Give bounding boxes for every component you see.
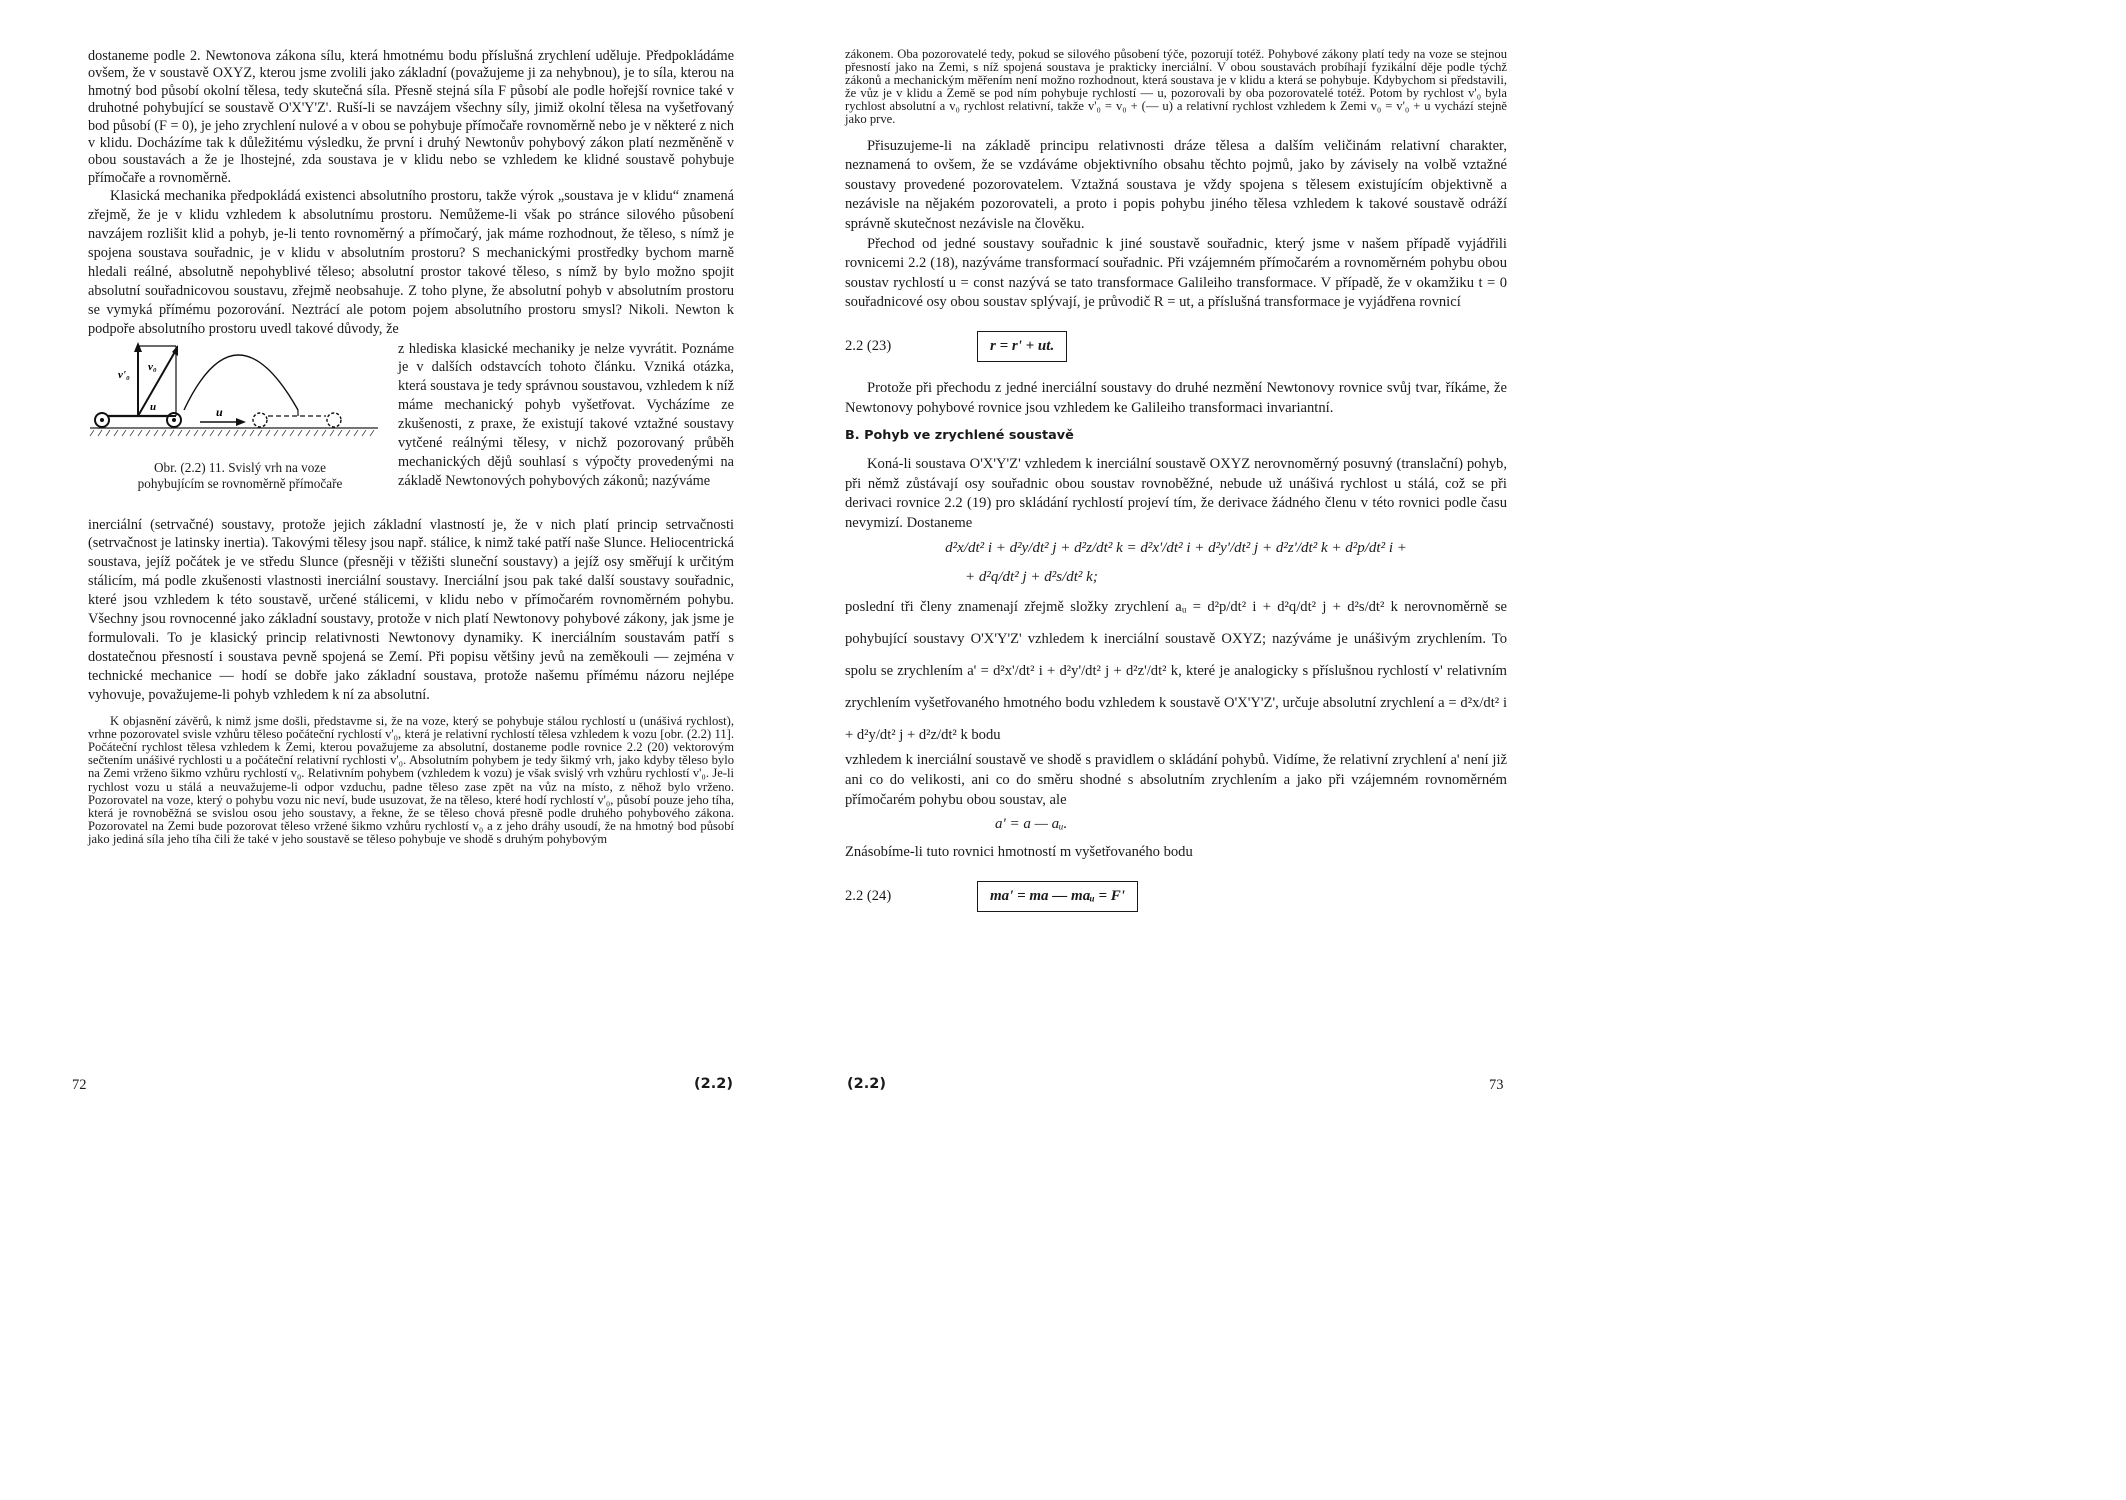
right-paragraph-accelerated-system: Koná-li soustava O'X'Y'Z' vzhledem k inerciální soustavě OXYZ nerovnoměrný posuvný (translační) pohyb, při němž zůstávají osy souřadnic obou soustav rovnoběžné, nebude už unášivá rychlost u stálá, což se při derivaci rovnice 2.2 (19) pro skládání rychlostí projeví tím, že derivace žádného členu v této rovnici podle času nevymizí. Dostaneme	[845, 456, 1507, 531]
figure-caption	[90, 460, 390, 492]
right-section-mark: (2.2)	[847, 1076, 886, 1092]
equation-a-prime: a' = a — aᵤ.	[995, 816, 1068, 833]
label-v0: v₀	[148, 360, 157, 373]
equation-box-24: ma' = ma — maᵤ = F'	[977, 881, 1138, 912]
right-page	[845, 47, 1507, 1093]
label-u-arrow: u	[216, 404, 223, 419]
figure-drawing	[88, 340, 388, 460]
figure-caption-line-2: pohybujícím se rovnoměrně přímočaře	[137, 475, 343, 491]
figure-side-text: z hlediska klasické mechaniky je nelze vyvrátit. Poznáme je v dalších odstavcích tohoto článku. Vzniká otázka, která soustava je tedy správnou soustavou, vzhledem k níž máme mechanický pohyb vyšetřovat. Vycházíme ze zkušenosti, z praxe, že existují takové vztažné soustavy vytčené reálnými tělesy, v nichž pozorovaný průběh mechanických dějů souhlasí s výpočty provedenými na základě Newtonových pohybových zákonů; nazýváme	[398, 340, 734, 489]
right-paragraph-invariance: Protože při přechodu z jedné inerciální soustavy do druhé nezmění Newtonovy rovnice svůj tvar, říkáme, že Newtonovy pohybové rovnice jsou vzhledem ke Galileiho transformaci invariantní.	[845, 379, 1507, 416]
right-paragraph-transformation: Přechod od jedné soustavy souřadnic k jiné soustavě souřadnic, který jsme v našem případě vyjádřili rovnicemi 2.2 (18), nazýváme transformací souřadnic. Při vzájemném přímočarém a rovnoměrném pohybu obou soustav rychlostí u = const nazývá se tato transformace Galileiho transformace. V případě, že v okamžiku t = 0 souřadnicové osy obou soustav splývají, je průvodič R = ut, a příslušná transformace je vyjádřena rovnicí	[845, 235, 1507, 311]
math-line-2: + d²q/dt² j + d²s/dt² k;	[965, 569, 1098, 586]
figure-vertical-throw	[88, 340, 388, 516]
figure-caption-line-1: Obr. (2.2) 11. Svislý vrh na voze	[153, 459, 327, 475]
right-page-number: 73	[1489, 1077, 1504, 1093]
equation-label-23: 2.2 (23)	[845, 338, 892, 355]
left-paragraph-absolute-space: Klasická mechanika předpokládá existenci absolutního prostoru, takže výrok „soustava je v klidu“ znamená zřejmě, že je v klidu vzhledem k absolutnímu prostoru. Nemůžeme-li však po stránce silového působení navzájem rozlišit klid a pohyb, je-li tento rovnoměrný a přímočarý, jak máme rozhodnout, že těleso, s nímž je spojena soustava souřadnic, je v klidu v absolutním prostoru? S mechanickými prostředky bychom marně hledali reálné, absolutně nepohyblivé těleso; absolutní prostor takové těleso, s nímž by bylo možno spojit absolutní souřadnicovou soustavu, zřejmě neobsahuje. Z toho plyne, že absolutní pohyb v absolutním prostoru se vymyká přímému pozorování. Neztrácí ale potom pojem absolutního prostoru smysl? Nikoli. Newton k podpoře absolutního prostoru uvedl takové důvody, že	[88, 188, 734, 337]
right-paragraph-acceleration-components: poslední tři členy znamenají zřejmě složky zrychlení aᵤ = d²p/dt² i + d²q/dt² j + d²s/dt² k nerovnoměrně se pohybující soustavy O'X'Y'Z' vzhledem k inerciální soustavě OXYZ; nazýváme je unášivým zrychlením. To spolu se zrychlením a' = d²x'/dt² i + d²y'/dt² j + d²z'/dt² k, které je analogicky s příslušnou rychlostí v' relativním zrychlením vyšetřovaného hmotného bodu vzhledem k soustavě O'X'Y'Z', určuje absolutní zrychlení a = d²x/dt² i + d²y/dt² j + d²z/dt² k bodu	[845, 599, 1507, 744]
equation-2-2-23	[845, 327, 1507, 367]
left-section-mark: (2.2)	[694, 1076, 733, 1092]
right-paragraph-relative-acceleration: vzhledem k inerciální soustavě ve shodě s pravidlem o skládání pohybů. Vidíme, že relativní zrychlení a' není již ani co do velikosti, ani co do směru shodné s absolutním zrychlením a jako při vzájemném rovnoměrném přímočarém pohybu obou soustav, ale	[845, 752, 1507, 808]
figure-row	[88, 340, 734, 516]
equation-box-23: r = r' + ut.	[977, 331, 1067, 362]
right-paragraph-multiply: Znásobíme-li tuto rovnici hmotností m vyšetřovaného bodu	[845, 844, 1193, 861]
left-paragraph-inertial-systems: inerciální (setrvačné) soustavy, protože jejich základní vlastností je, že v nich platí princip setrvačnosti (setrvačnost je latinsky inertia). Takovými tělesy jsou např. stálice, k nimž také patří naše Slunce. Heliocentrická soustava, jejíž počátek je ve středu Slunce (přesněji v těžišti sluneční soustavy) a jejíž osy směřují k určitým stálicím, má podle zkušenosti vlastnosti inerciální soustavy. Inerciální jsou pak také další soustavy souřadnic, které jsou vzhledem k této soustavě, určené stálicemi, v klidu nebo v přímočarém rovnoměrném pohybu. Všechny jsou rovnocenné jako základní soustavy, protože v nich platí Newtonovy pohybové zákony, jak jsme je formulovali. To je klasický princip relativnosti Newtonovy dynamiky. K inerciálním soustavám patří s dostatečnou přesností i soustava pevně spojená se Zemí. Při popisu většiny jevů na zeměkouli — zejména v technické mechanice — hodí se dobře jako základní soustava, protože našemu přímému názoru nejlépe vyhovuje, považujeme-li pohyb vzhledem k ní za absolutní.	[88, 516, 734, 703]
left-lead-paragraph: dostaneme podle 2. Newtonova zákona sílu, která hmotnému bodu příslušná zrychlení uděluje. Předpokládáme ovšem, že v soustavě OXYZ, kterou jsme zvolili jako základní (považujeme ji za nehybnou), je to síla, kterou na hmotný bod působí okolní tělesa, tedy skutečná síla. Přesně stejná síla F působí ale podle hořejší rovnice také v druhotné pohybující se soustavě O'X'Y'Z'. Ruší-li se navzájem všechny síly, jimiž okolní tělesa na vyšetřovaný bod působí (F = 0), je jeho zrychlení nulové a v obou se pohybuje přímočaře rovnoměrně nebo je v některé z nich v klidu. Docházíme tak k důležitému výsledku, že první i druhý Newtonův pohybový zákon platí nezměněně v obou soustavách a že je lhostejné, zda soustava je v klidu nebo se vzhledem ke klidné soustavě pohybuje přímočaře a rovnoměrně.	[88, 48, 734, 186]
label-u-small: u	[150, 400, 157, 413]
equation-2-2-24	[845, 877, 1507, 917]
math-line-1: d²x/dt² i + d²y/dt² j + d²z/dt² k = d²x'/dt² i + d²y'/dt² j + d²z'/dt² k + d²p/dt² i +	[945, 540, 1407, 557]
right-small-print: zákonem. Oba pozorovatelé tedy, pokud se silového působení týče, pozorují totéž. Pohybové zákony platí tedy na voze se stejnou přesností jako na Zemi, s níž spojená soustava je prakticky inerciální. V obou soustavách probíhají fyzikální děje podle týchž zákonů a mechanickým měřením není možno rozhodnout, která soustava je v klidu a která se pohybuje. Kdybychom si představili, že vůz je v klidu a Země se pod ním pohybuje rychlostí — u, pozorovali by oba pozorovatelé totéž. Potom by rychlost v'₀ byla rychlost absolutní a v₀ rychlost relativní, takže v'₀ = v₀ + (— u) a relativní rychlost vzhledem k Zemi v₀ = v'₀ + u vychází stejně jako prve.	[845, 47, 1507, 127]
section-heading-b: B. Pohyb ve zrychlené soustavě	[845, 428, 1074, 444]
left-page-number: 72	[72, 1077, 87, 1093]
left-page	[72, 48, 734, 1093]
right-paragraph-relativity: Přisuzujeme-li na základě principu relativnosti dráze tělesa a dalším veličinám relativní charakter, neznamená to ovšem, že se vzdáváme objektivního obsahu těchto pojmů, jako by závisely na volbě vztažné soustavy provedené pozorovatelem. Vztažná soustava je vždy spojena s tělesem existujícím objektivně a nezávisle na nějakém pozorovateli, a proto i popis pohybu jiného tělesa vzhledem k takové soustavě odráží správně skutečnost nezávisle na člověku.	[845, 137, 1507, 232]
equation-label-24: 2.2 (24)	[845, 888, 892, 905]
label-v0-prime: v'₀	[118, 368, 130, 381]
left-small-print: K objasnění závěrů, k nimž jsme došli, představme si, že na voze, který se pohybuje stálou rychlostí u (unášivá rychlost), vrhne pozorovatel svisle vzhůru těleso počáteční rychlostí v'₀, která je relativní rychlostí tělesa vzhledem k vozu [obr. (2.2) 11]. Počáteční rychlost tělesa vzhledem k Zemi, kterou považujeme za absolutní, dostaneme podle rovnice 2.2 (20) vektorovým sečtením unášivé rychlosti u a počáteční relativní rychlosti v'₀. Absolutním pohybem je tedy šikmý vrh, jako kdyby těleso bylo na Zemi vrženo šikmo vzhůru rychlostí v₀. Relativním pohybem (vzhledem k vozu) je však svislý vrh vzhůru rychlostí v'₀. Je-li rychlost vozu u stálá a neuvažujeme-li odpor vzduchu, padne těleso zase zpět na vůz na místo, z něhož bylo vrženo. Pozorovatel na voze, který o pohybu vozu nic neví, bude usuzovat, že na těleso, které hodí rychlostí v'₀, působí pouze jeho tíha, která je rovnoběžná se svislou osou jeho soustavy, a řekne, že se těleso chová přesně podle druhého pohybového zákona. Pozorovatel na Zemi bude pozorovat těleso vržené šikmo vzhůru rychlostí v₀ a z jeho dráhy usoudí, že na hmotný bod působí jako jediná síla jeho tíha čili že také v jeho soustavě se těleso pohybuje ve shodě s druhým pohybovým	[88, 713, 734, 847]
